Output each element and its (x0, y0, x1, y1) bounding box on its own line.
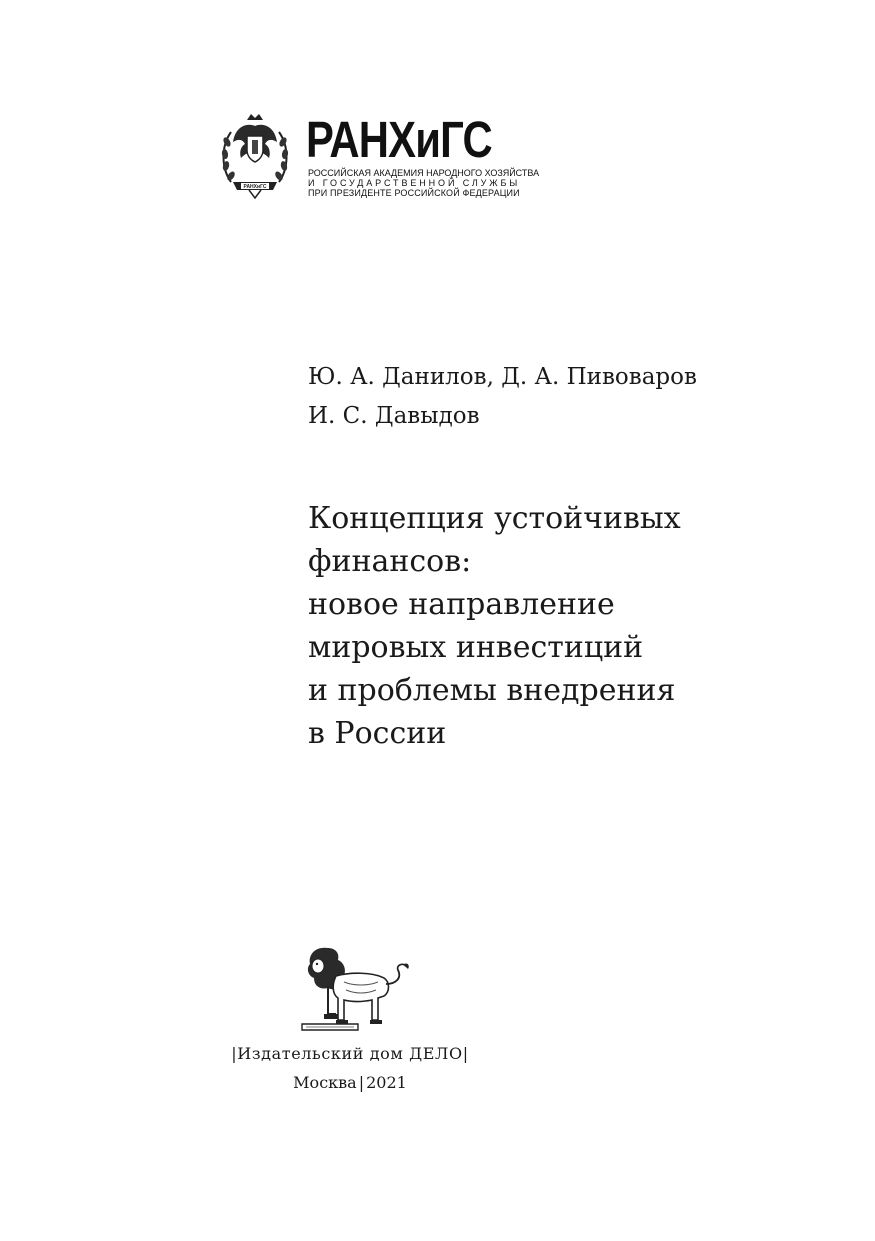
publication-city: Москва (293, 1073, 357, 1092)
publisher-line (0, 1043, 700, 1065)
org-full-name-line-2: И ГОСУДАРСТВЕННОЙ СЛУЖБЫ (308, 178, 521, 188)
separator-bar: | (231, 1044, 238, 1063)
book-title (308, 497, 681, 755)
svg-text:РАНХиГС: РАНХиГС (243, 184, 267, 190)
publication-year: 2021 (366, 1073, 407, 1092)
ranepa-eagle-emblem-icon (219, 112, 291, 200)
separator-bar: | (462, 1044, 469, 1063)
org-full-name-line-1: РОССИЙСКАЯ АКАДЕМИЯ НАРОДНОГО ХОЗЯЙСТВА (308, 168, 540, 178)
authors-block (308, 358, 697, 436)
lion-logo-icon (298, 942, 412, 1034)
city-year-line (0, 1072, 700, 1094)
title-line-5: и проблемы внедрения (308, 673, 676, 708)
org-full-name-line-3: ПРИ ПРЕЗИДЕНТЕ РОССИЙСКОЙ ФЕДЕРАЦИИ (308, 188, 520, 198)
publisher-name: Издательский дом ДЕЛО (237, 1044, 463, 1063)
org-abbreviation: РАНХиГС (306, 111, 492, 168)
title-line-4: мировых инвестиций (308, 630, 644, 665)
separator-bar: | (358, 1073, 365, 1092)
title-line-6: в России (308, 716, 447, 751)
title-line-1: Концепция устойчивых (308, 501, 681, 536)
title-line-2: финансов: (308, 544, 472, 579)
title-line-3: новое направление (308, 587, 615, 622)
authors-line-2: И. С. Давыдов (308, 403, 480, 429)
authors-line-1: Ю. А. Данилов, Д. А. Пивоваров (308, 364, 697, 390)
